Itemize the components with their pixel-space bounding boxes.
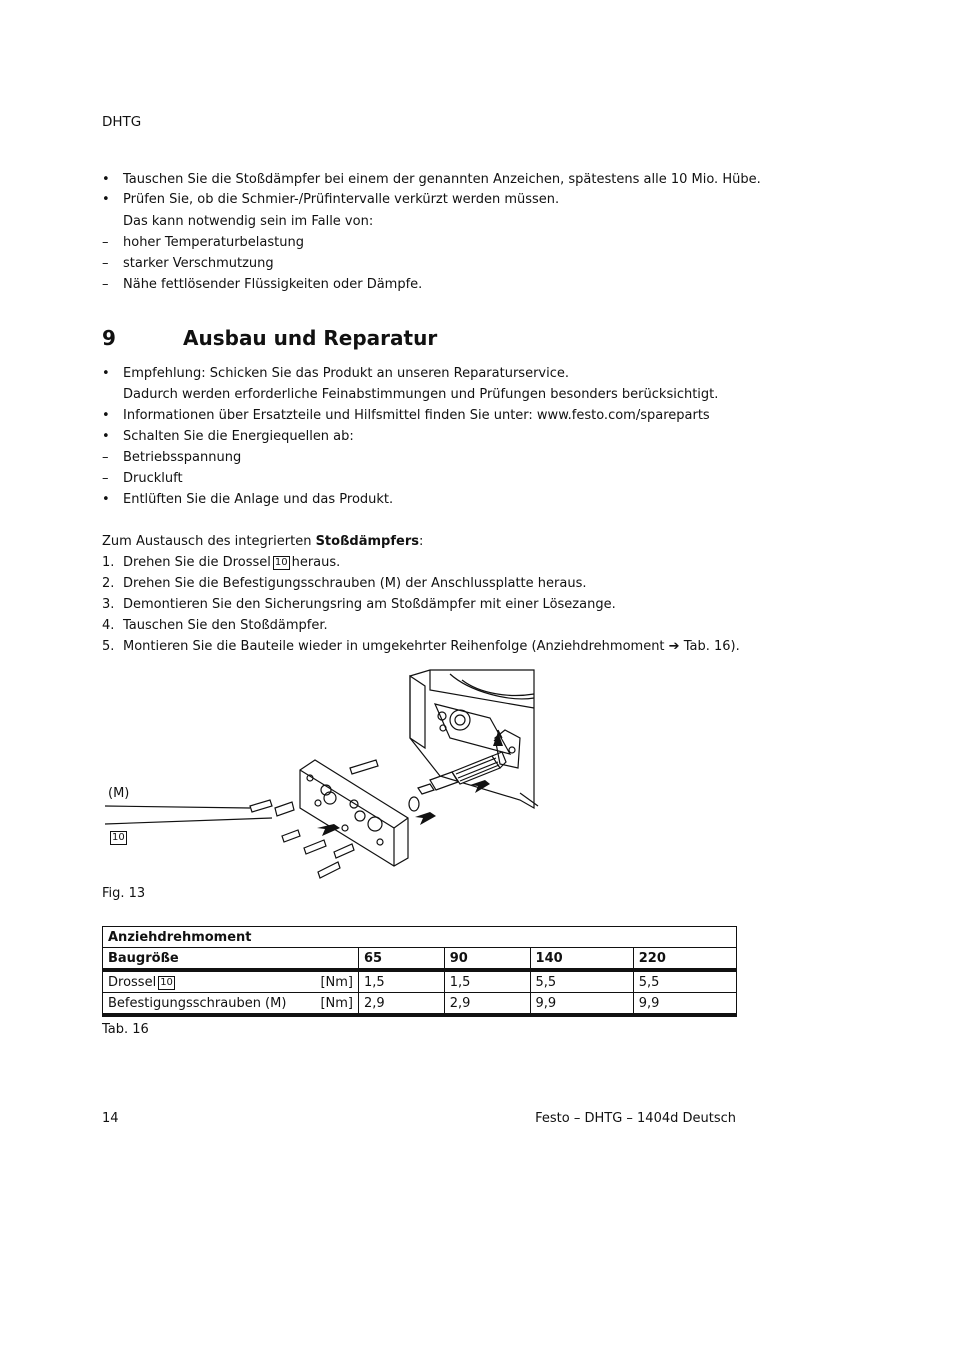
retaining-ring-drawing bbox=[409, 797, 419, 811]
dash-marker: – bbox=[102, 450, 109, 465]
list-item-text: Prüfen Sie, ob die Schmier-/Prüfintervalle verkürzt werden müssen. bbox=[123, 192, 560, 207]
footer-document-id: Festo – DHTG – 1404d Deutsch bbox=[535, 1111, 736, 1126]
table-row-label bbox=[103, 993, 359, 1016]
table-cell: 1,5 bbox=[444, 970, 530, 993]
bullet-marker: • bbox=[102, 172, 110, 187]
step-item bbox=[102, 575, 586, 593]
step-item bbox=[102, 554, 340, 572]
list-item-text: Tauschen Sie die Stoßdämpfer bei einem der genannten Anzeichen, spätestens alle 10 Mio. Hübe. bbox=[123, 172, 761, 187]
step-text: Drehen Sie die Drossel bbox=[123, 555, 271, 570]
table-title: Anziehdrehmoment bbox=[103, 927, 737, 948]
torque-table bbox=[102, 926, 737, 1017]
step-text: Tab. 16). bbox=[679, 639, 740, 654]
bullet-marker: • bbox=[102, 408, 110, 423]
technical-drawing bbox=[100, 668, 540, 886]
intro-text: Zum Austausch des integrierten bbox=[102, 534, 316, 549]
leader-line-10 bbox=[105, 818, 272, 824]
intro-bold-text: Stoßdämpfers bbox=[315, 534, 419, 549]
bullet-marker: • bbox=[102, 492, 110, 507]
figure-caption: Fig. 13 bbox=[102, 886, 146, 901]
list-item-text: Schalten Sie die Energiequellen ab: bbox=[123, 429, 354, 444]
list-item-text: Dadurch werden erforderliche Feinabstimmungen und Prüfungen besonders berücksichtigt. bbox=[123, 387, 719, 402]
procedure-intro bbox=[102, 533, 423, 551]
table-cell: 5,5 bbox=[530, 970, 633, 993]
table-cell: 2,9 bbox=[444, 993, 530, 1016]
bullet-marker: • bbox=[102, 429, 110, 444]
section-heading bbox=[102, 326, 437, 350]
sub-list-item bbox=[102, 470, 183, 488]
table-header-cell: 90 bbox=[444, 948, 530, 971]
intro-suffix: : bbox=[418, 534, 424, 549]
page-number: 14 bbox=[102, 1111, 119, 1126]
arrow-right-icon: ➔ bbox=[668, 639, 680, 654]
step-text: heraus. bbox=[291, 555, 341, 570]
dash-marker: – bbox=[102, 277, 109, 292]
table-header-cell: 220 bbox=[633, 948, 736, 971]
table-cell: 5,5 bbox=[633, 970, 736, 993]
list-item-continuation bbox=[102, 386, 718, 404]
reference-box: 10 bbox=[274, 557, 288, 568]
step-item bbox=[102, 638, 740, 656]
table-cell: 2,9 bbox=[359, 993, 445, 1016]
table-header-cell: Baugröße bbox=[103, 948, 359, 971]
table-title-row bbox=[103, 927, 737, 948]
sub-item-text: Druckluft bbox=[123, 471, 183, 486]
list-item-text: Entlüften Sie die Anlage und das Produkt. bbox=[123, 492, 394, 507]
list-item bbox=[102, 491, 393, 509]
bullet-marker: • bbox=[102, 366, 110, 381]
table-caption: Tab. 16 bbox=[102, 1022, 149, 1037]
list-item-text: Informationen über Ersatzteile und Hilfsmittel finden Sie unter: www.festo.com/spareparts bbox=[123, 408, 710, 423]
sub-item-text: hoher Temperaturbelastung bbox=[123, 235, 304, 250]
table-row bbox=[103, 993, 737, 1016]
table-cell: 1,5 bbox=[359, 970, 445, 993]
list-item bbox=[102, 191, 559, 209]
list-item-continuation bbox=[102, 213, 373, 231]
list-item-text: Das kann notwendig sein im Falle von: bbox=[123, 214, 374, 229]
step-text: Demontieren Sie den Sicherungsring am Stoßdämpfer mit einer Lösezange. bbox=[123, 597, 616, 612]
table-header-cell: 140 bbox=[530, 948, 633, 971]
sub-item-text: starker Verschmutzung bbox=[123, 256, 274, 271]
table-row bbox=[103, 970, 737, 993]
running-header: DHTG bbox=[102, 114, 142, 130]
reference-box: 10 bbox=[160, 976, 173, 988]
list-item bbox=[102, 428, 354, 446]
bullet-marker: • bbox=[102, 192, 110, 207]
step-number: 3. bbox=[102, 597, 115, 612]
list-item bbox=[102, 365, 569, 383]
sub-item-text: Betriebsspannung bbox=[123, 450, 242, 465]
sub-list-item bbox=[102, 449, 241, 467]
dash-marker: – bbox=[102, 256, 109, 271]
figure-label-m: (M) bbox=[108, 786, 130, 801]
sub-list-item bbox=[102, 234, 304, 252]
step-number: 5. bbox=[102, 639, 115, 654]
step-item bbox=[102, 596, 616, 614]
table-cell: 9,9 bbox=[633, 993, 736, 1016]
table-row-label bbox=[103, 970, 359, 993]
step-text: Montieren Sie die Bauteile wieder in umgekehrter Reihenfolge (Anziehdrehmoment bbox=[123, 639, 669, 654]
step-number: 4. bbox=[102, 618, 115, 633]
step-number: 1. bbox=[102, 555, 115, 570]
row-label-text: Drossel bbox=[108, 974, 157, 990]
table-header-cell: 65 bbox=[359, 948, 445, 971]
sub-list-item bbox=[102, 276, 422, 294]
unit-label: [Nm] bbox=[320, 974, 353, 990]
list-item bbox=[102, 171, 761, 189]
sub-list-item bbox=[102, 255, 274, 273]
figure-label-10 bbox=[108, 830, 129, 845]
leader-line-m bbox=[105, 806, 250, 808]
step-text: Drehen Sie die Befestigungsschrauben (M) der Anschlussplatte heraus. bbox=[123, 576, 587, 591]
step-text: Tauschen Sie den Stoßdämpfer. bbox=[123, 618, 328, 633]
sub-item-text: Nähe fettlösender Flüssigkeiten oder Dämpfe. bbox=[123, 277, 423, 292]
dash-marker: – bbox=[102, 235, 109, 250]
reference-box: 10 bbox=[112, 832, 125, 843]
housing-drawing bbox=[410, 670, 538, 808]
section-number: 9 bbox=[102, 326, 116, 350]
table-cell: 9,9 bbox=[530, 993, 633, 1016]
step-item bbox=[102, 617, 328, 635]
list-item bbox=[102, 407, 710, 425]
unit-label: [Nm] bbox=[320, 995, 353, 1011]
row-label-text: Befestigungsschrauben (M) bbox=[108, 995, 287, 1011]
table-header-row bbox=[103, 948, 737, 971]
list-item-text: Empfehlung: Schicken Sie das Produkt an unseren Reparaturservice. bbox=[123, 366, 569, 381]
step-number: 2. bbox=[102, 576, 115, 591]
section-title: Ausbau und Reparatur bbox=[183, 326, 438, 350]
dash-marker: – bbox=[102, 471, 109, 486]
